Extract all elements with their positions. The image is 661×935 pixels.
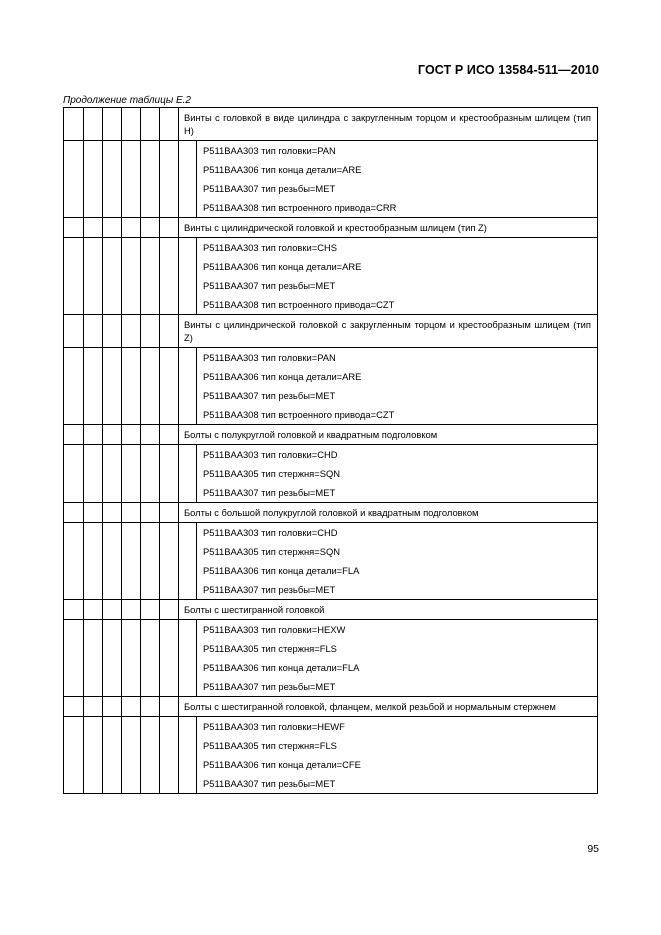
empty-column-cell [64,238,84,315]
property-item: P511BAA306 тип конца детали=FLA [203,662,360,673]
empty-column-cell [160,348,179,425]
empty-column-cell [122,600,141,620]
empty-column-cell [122,238,141,315]
group-header-row [64,600,598,620]
group-title: Болты с шестигранной головкой [179,600,598,620]
empty-column-cell [84,348,103,425]
group-header-row [64,218,598,238]
property-list [197,523,598,600]
empty-column-cell [84,108,103,141]
property-list [197,348,598,425]
empty-column-cell [103,218,122,238]
empty-column-cell [84,620,103,697]
empty-column-cell [122,445,141,503]
empty-column-cell [84,697,103,717]
group-properties-row [64,141,598,218]
empty-column-cell [160,697,179,717]
property-item: P511BAA303 тип головки=PAN [203,145,336,156]
property-item: P511BAA307 тип резьбы=MET [203,778,336,789]
empty-column-cell [64,445,84,503]
empty-column-cell [103,315,122,348]
group-title: Болты с полукруглой головкой и квадратным подголовком [179,425,598,445]
empty-column-cell [84,141,103,218]
empty-column-cell [84,503,103,523]
group-header-row [64,697,598,717]
empty-column-cell [122,425,141,445]
group-title: Винты с цилиндрической головкой с закругленным торцом и крестообразным шлицем (тип Z) [179,315,598,348]
empty-column-cell [179,348,197,425]
property-item: P511BAA307 тип резьбы=MET [203,487,336,498]
empty-column-cell [122,348,141,425]
property-item: P511BAA305 тип стержня=FLS [203,643,337,654]
group-header-row [64,425,598,445]
empty-column-cell [160,425,179,445]
empty-column-cell [160,141,179,218]
empty-column-cell [84,523,103,600]
empty-column-cell [84,218,103,238]
empty-column-cell [64,425,84,445]
property-item: P511BAA306 тип конца детали=CFE [203,759,361,770]
property-list [197,141,598,218]
empty-column-cell [141,697,160,717]
empty-column-cell [64,600,84,620]
empty-column-cell [122,503,141,523]
empty-column-cell [160,315,179,348]
empty-column-cell [103,620,122,697]
property-item: P511BAA306 тип конца детали=ARE [203,261,362,272]
empty-column-cell [141,620,160,697]
property-item: P511BAA303 тип головки=HEXW [203,624,346,635]
property-item: P511BAA303 тип головки=CHD [203,449,338,460]
empty-column-cell [64,697,84,717]
empty-column-cell [160,238,179,315]
property-item: P511BAA303 тип головки=HEWF [203,721,345,732]
property-item: P511BAA307 тип резьбы=MET [203,280,336,291]
empty-column-cell [103,523,122,600]
empty-column-cell [103,445,122,503]
empty-column-cell [122,108,141,141]
empty-column-cell [103,141,122,218]
empty-column-cell [84,717,103,794]
empty-column-cell [64,315,84,348]
empty-column-cell [160,717,179,794]
empty-column-cell [141,108,160,141]
empty-column-cell [141,218,160,238]
empty-column-cell [141,141,160,218]
group-properties-row [64,717,598,794]
empty-column-cell [141,445,160,503]
empty-column-cell [141,425,160,445]
group-properties-row [64,620,598,697]
empty-column-cell [103,503,122,523]
empty-column-cell [64,348,84,425]
empty-column-cell [64,108,84,141]
empty-column-cell [160,108,179,141]
table-caption: Продолжение таблицы Е.2 [63,95,191,106]
property-list [197,238,598,315]
empty-column-cell [179,141,197,218]
empty-column-cell [64,523,84,600]
empty-column-cell [141,717,160,794]
empty-column-cell [122,717,141,794]
property-item: P511BAA305 тип стержня=SQN [203,546,341,557]
empty-column-cell [141,315,160,348]
group-properties-row [64,348,598,425]
property-item: P511BAA307 тип резьбы=MET [203,681,336,692]
empty-column-cell [179,620,197,697]
group-header-row [64,503,598,523]
empty-column-cell [179,238,197,315]
empty-column-cell [160,523,179,600]
empty-column-cell [179,523,197,600]
empty-column-cell [64,141,84,218]
empty-column-cell [64,503,84,523]
group-title: Болты с большой полукруглой головкой и квадратным подголовком [179,503,598,523]
empty-column-cell [84,238,103,315]
property-item: P511BAA305 тип стержня=FLS [203,740,337,751]
document-header: ГОСТ Р ИСО 13584-511—2010 [417,63,599,77]
empty-column-cell [179,717,197,794]
empty-column-cell [103,697,122,717]
empty-column-cell [103,348,122,425]
group-title: Винты с цилиндрической головкой и крестообразным шлицем (тип Z) [179,218,598,238]
empty-column-cell [141,523,160,600]
group-header-row [64,315,598,348]
group-properties-row [64,523,598,600]
empty-column-cell [122,523,141,600]
page-number: 95 [587,843,599,855]
empty-column-cell [141,238,160,315]
empty-column-cell [103,600,122,620]
empty-column-cell [122,697,141,717]
empty-column-cell [84,445,103,503]
group-header-row [64,108,598,141]
empty-column-cell [160,445,179,503]
empty-column-cell [64,717,84,794]
empty-column-cell [122,141,141,218]
empty-column-cell [141,348,160,425]
empty-column-cell [103,238,122,315]
property-list [197,620,598,697]
property-item: P511BAA307 тип резьбы=MET [203,183,336,194]
group-properties-row [64,445,598,503]
empty-column-cell [84,600,103,620]
property-item: P511BAA306 тип конца детали=ARE [203,164,362,175]
empty-column-cell [103,108,122,141]
group-title: Болты с шестигранной головкой, фланцем, мелкой резьбой и нормальным стержнем [179,697,598,717]
property-item: P511BAA305 тип стержня=SQN [203,468,341,479]
property-item: P511BAA303 тип головки=CHD [203,527,338,538]
empty-column-cell [179,445,197,503]
empty-column-cell [122,315,141,348]
empty-column-cell [84,315,103,348]
property-item: P511BAA308 тип встроенного привода=CRR [203,202,397,213]
property-item: P511BAA303 тип головки=PAN [203,352,336,363]
property-list [197,717,598,794]
property-item: P511BAA303 тип головки=CHS [203,242,338,253]
empty-column-cell [122,620,141,697]
property-list [197,445,598,503]
empty-column-cell [141,600,160,620]
empty-column-cell [84,425,103,445]
empty-column-cell [160,218,179,238]
property-item: P511BAA308 тип встроенного привода=CZT [203,299,395,310]
property-item: P511BAA307 тип резьбы=MET [203,584,336,595]
property-item: P511BAA306 тип конца детали=FLA [203,565,360,576]
empty-column-cell [122,218,141,238]
empty-column-cell [64,620,84,697]
property-item: P511BAA307 тип резьбы=MET [203,390,336,401]
property-item: P511BAA306 тип конца детали=ARE [203,371,362,382]
group-properties-row [64,238,598,315]
empty-column-cell [103,717,122,794]
empty-column-cell [103,425,122,445]
classification-table [63,107,598,794]
group-title: Винты с головкой в виде цилиндра с закругленным торцом и крестообразным шлицем (тип H) [179,108,598,141]
empty-column-cell [160,503,179,523]
empty-column-cell [160,620,179,697]
property-item: P511BAA308 тип встроенного привода=CZT [203,409,395,420]
empty-column-cell [141,503,160,523]
empty-column-cell [160,600,179,620]
empty-column-cell [64,218,84,238]
